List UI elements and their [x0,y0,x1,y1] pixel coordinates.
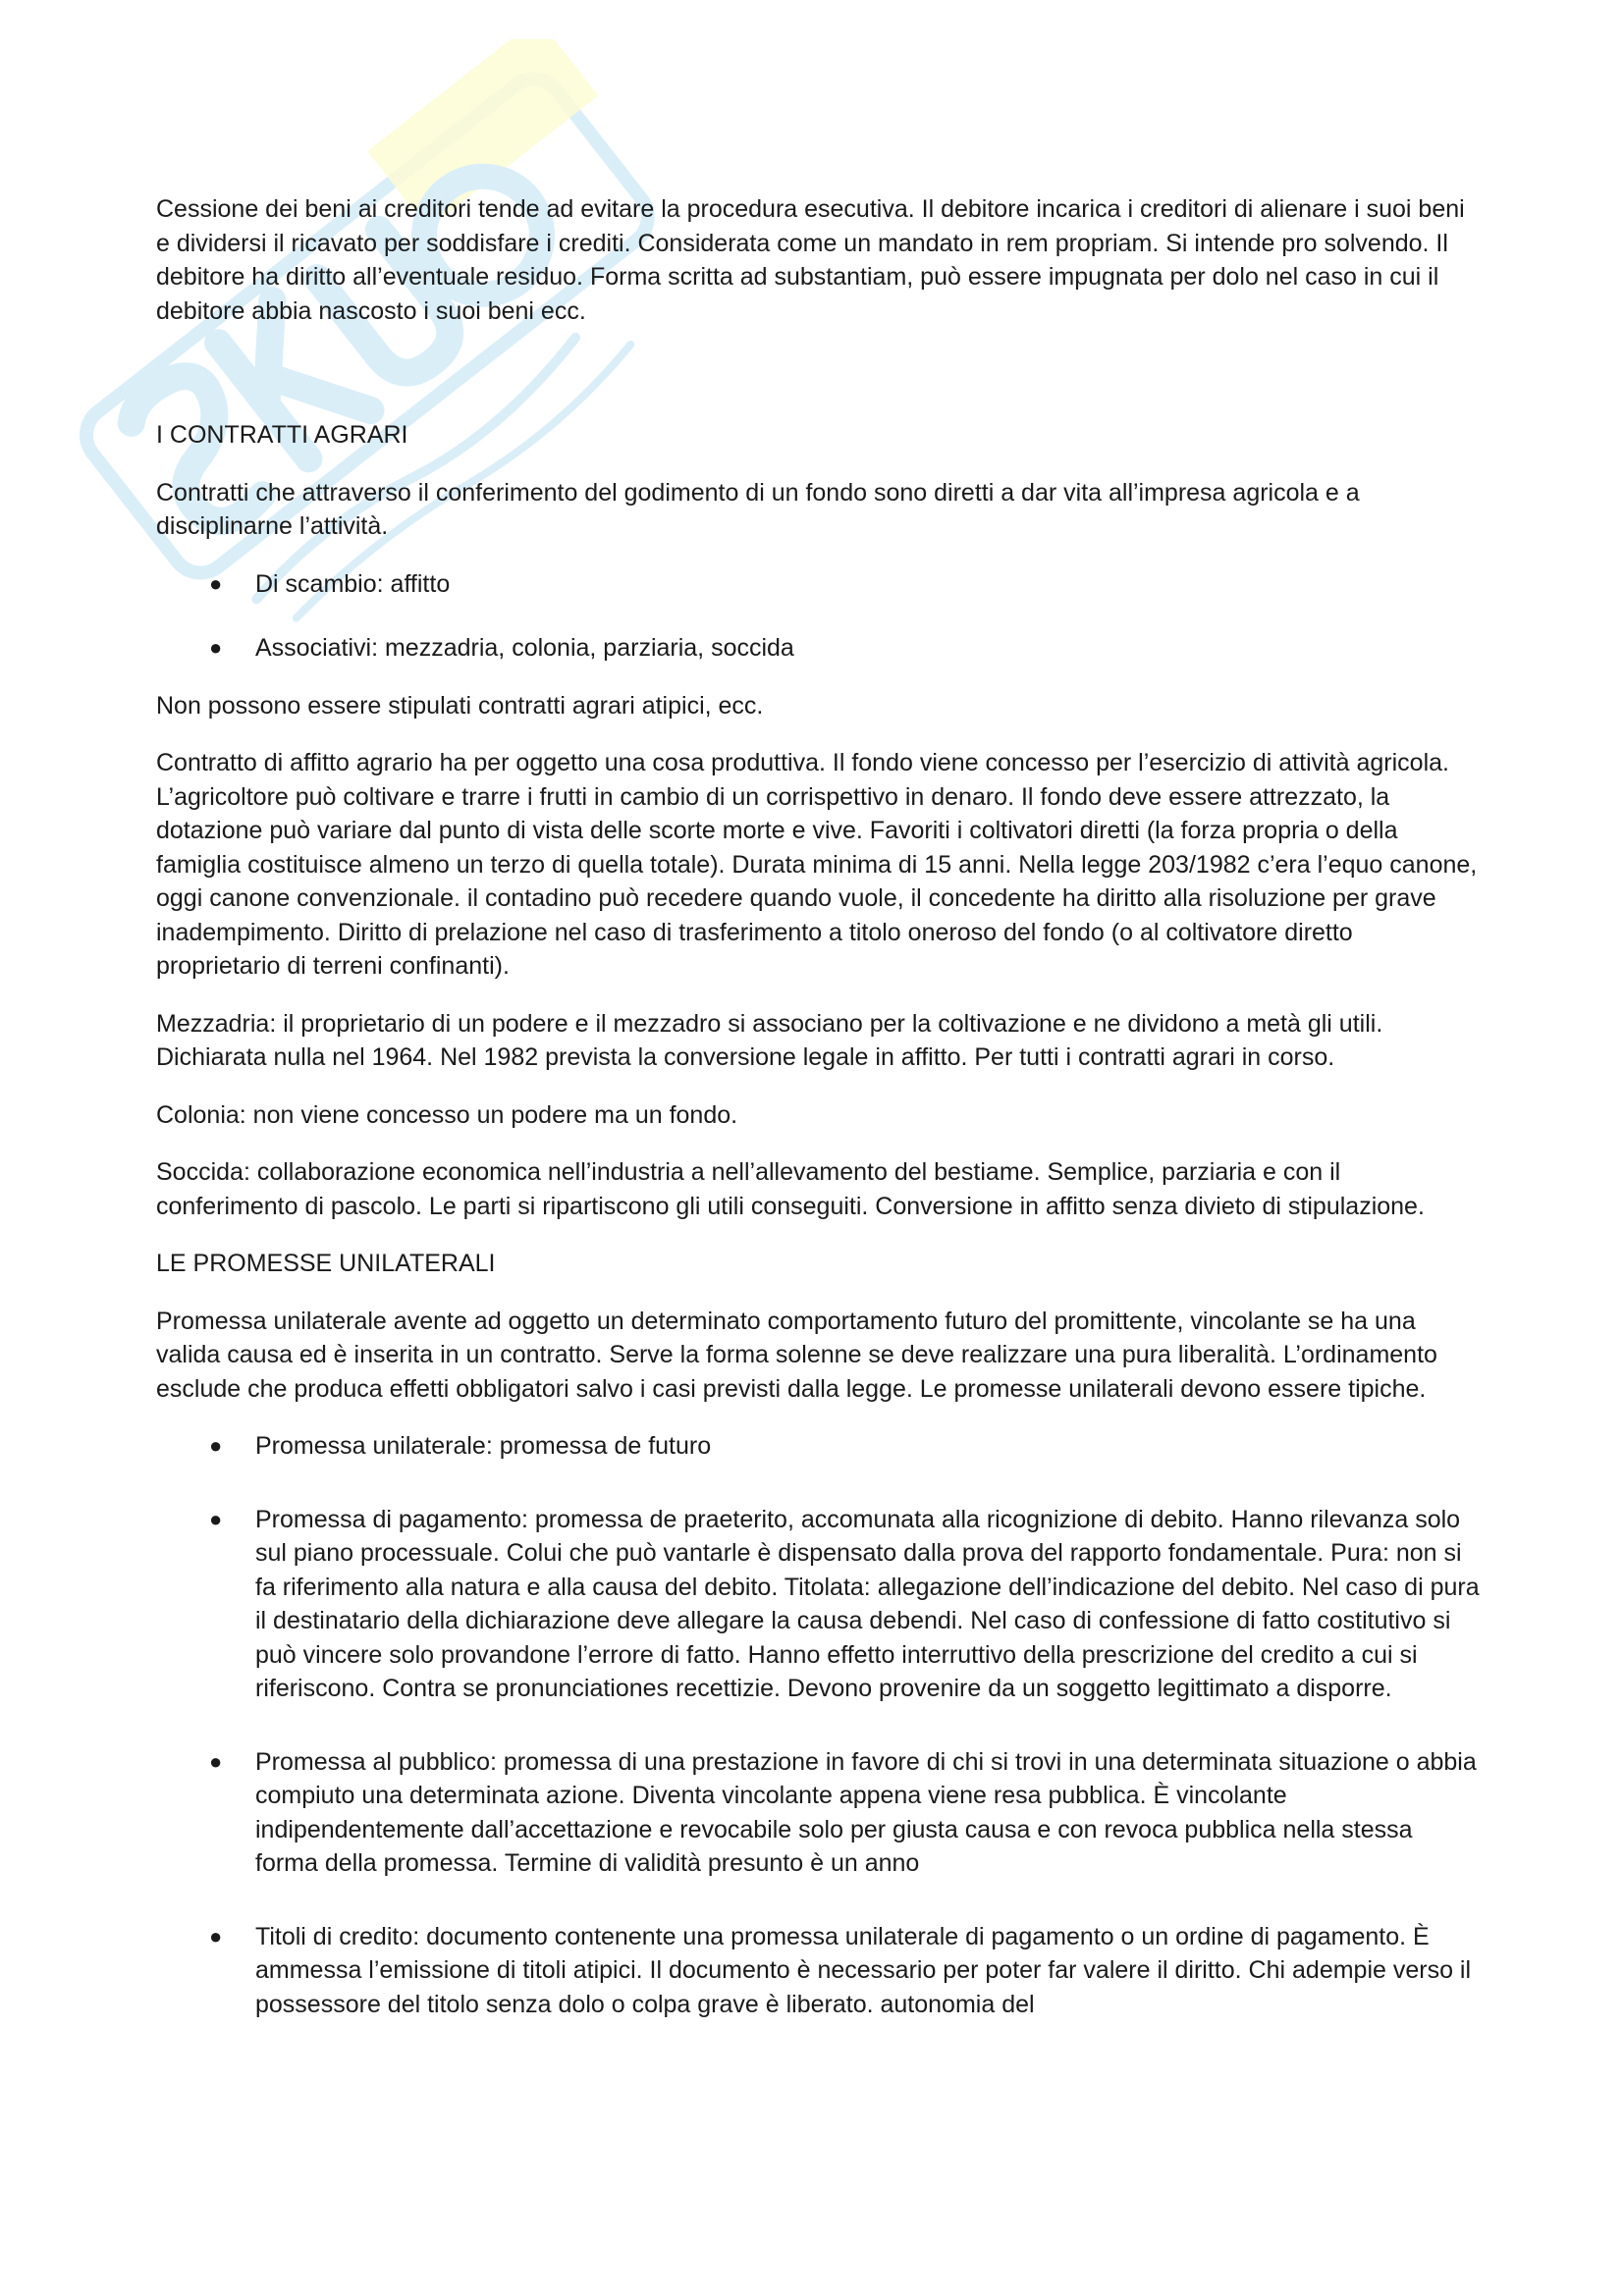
bullet-icon: ● [209,1923,223,1949]
list-item: ● Promessa al pubblico: promessa di una prestazione in favore di chi si trovi in una determinata situazione o abbia compiuto una determinata azione. Diventa vincolante appena viene resa pubblica. È vincolante indipendentemente dall’accettazione e revocabile solo per giusta causa e con revoca pubblica nella stessa forma della promessa. Termine di validità presunto è un anno [156,1745,1482,1881]
list-item: ● Associativi: mezzadria, colonia, parziaria, soccida [156,631,1482,666]
heading-contratti-agrari: I CONTRATTI AGRARI [156,421,408,449]
bullet-icon: ● [209,1433,223,1458]
document-body [156,192,1482,2060]
paragraph-affitto-agrario: Contratto di affitto agrario ha per oggetto una cosa produttiva. Il fondo viene concesso per l’esercizio di attività agricola. L’agricoltore può coltivare e trarre i frutti in cambio di un corrispettivo in denaro. Il fondo deve essere attrezzato, la dotazione può variare dal punto di vista delle scorte morte e vive. Favoriti i coltivatori diretti (la forza propria o della famiglia costituisce almeno un terzo di quella totale). Durata minima di 15 anni. Nella legge 203/1982 c’era l’equo canone, oggi canone convenzionale. il contadino può recedere quando vuole, il concedente ha diritto alla risoluzione per grave inadempimento. Diritto di prelazione nel caso di trasferimento a titolo oneroso del fondo (o al coltivatore diretto proprietario di terreni confinanti). [156,749,1478,980]
paragraph-cessione-beni: Cessione dei beni ai creditori tende ad evitare la procedura esecutiva. Il debitore incarica i creditori di alienare i suoi beni e dividersi il ricavato per soddisfare i crediti. Considerata come un mandato in rem propriam. Si intende pro solvendo. Il debitore ha diritto all’eventuale residuo. Forma scritta ad substantiam, può essere impugnata per dolo nel caso in cui il debitore abbia nascosto i suoi beni ecc. [156,195,1465,325]
bullet-icon: ● [209,1748,223,1774]
paragraph-contratti-definizione: Contratti che attraverso il conferimento del godimento di un fondo sono diretti a dar vita all’impresa agricola e a disciplinarne l’attività. [156,478,1360,540]
list-tipi-promesse [156,1429,1482,2021]
list-item: ● Promessa unilaterale: promessa de futuro [156,1429,1482,1464]
list-item: ● Promessa di pagamento: promessa de praeterito, accomunata alla ricognizione di debito. Hanno rilevanza solo sul piano processuale. Colui che può vantarle è dispensato dalla prova del rapporto fondamentale. Pura: non si fa riferimento alla natura e alla causa del debito. Titolata: allegazione dell’indicazione del debito. Nel caso di pura il destinatario della dichiarazione deve allegare la causa debendi. Nel caso di confessione di fatto costitutivo si può vincere solo provandone l’errore di fatto. Hanno effetto interruttivo della prescrizione del credito a cui si riferiscono. Contra se pronunciationes recettizie. Devono provenire da un soggetto legittimato a disporre. [156,1503,1482,1706]
bullet-icon: ● [209,1506,223,1531]
paragraph-atipici: Non possono essere stipulati contratti agrari atipici, ecc. [156,691,764,720]
list-item: ● Titoli di credito: documento contenente una promessa unilaterale di pagamento o un ordine di pagamento. È ammessa l’emissione di titoli atipici. Il documento è necessario per poter far valere il diritto. Chi adempie verso il possessore del titolo senza dolo o colpa grave è liberato. autonomia del [156,1920,1482,2022]
list-item: ● Di scambio: affitto [156,567,1482,602]
bullet-icon: ● [209,570,223,596]
heading-promesse-unilaterali: LE PROMESSE UNILATERALI [156,1250,496,1277]
list-tipi-contratti [156,567,1482,666]
paragraph-colonia: Colonia: non viene concesso un podere ma un fondo. [156,1100,738,1129]
paragraph-promessa-definizione: Promessa unilaterale avente ad oggetto un determinato comportamento futuro del promittente, vincolante se ha una valida causa ed è inserita in un contratto. Serve la forma solenne se deve realizzare una pura liberalità. L’ordinamento esclude che produca effetti obbligatori salvo i casi previsti dalla legge. Le promesse unilaterali devono essere tipiche. [156,1307,1437,1403]
paragraph-mezzadria: Mezzadria: il proprietario di un podere e il mezzadro si associano per la coltivazione e ne dividono a metà gli utili. Dichiarata nulla nel 1964. Nel 1982 prevista la conversione legale in affitto. Per tutti i contratti agrari in corso. [156,1009,1383,1071]
bullet-icon: ● [209,635,223,660]
paragraph-soccida: Soccida: collaborazione economica nell’industria a nell’allevamento del bestiame. Semplice, parziaria e con il conferimento di pascolo. Le parti si ripartiscono gli utili conseguiti. Conversione in affitto senza divieto di stipulazione. [156,1158,1425,1220]
